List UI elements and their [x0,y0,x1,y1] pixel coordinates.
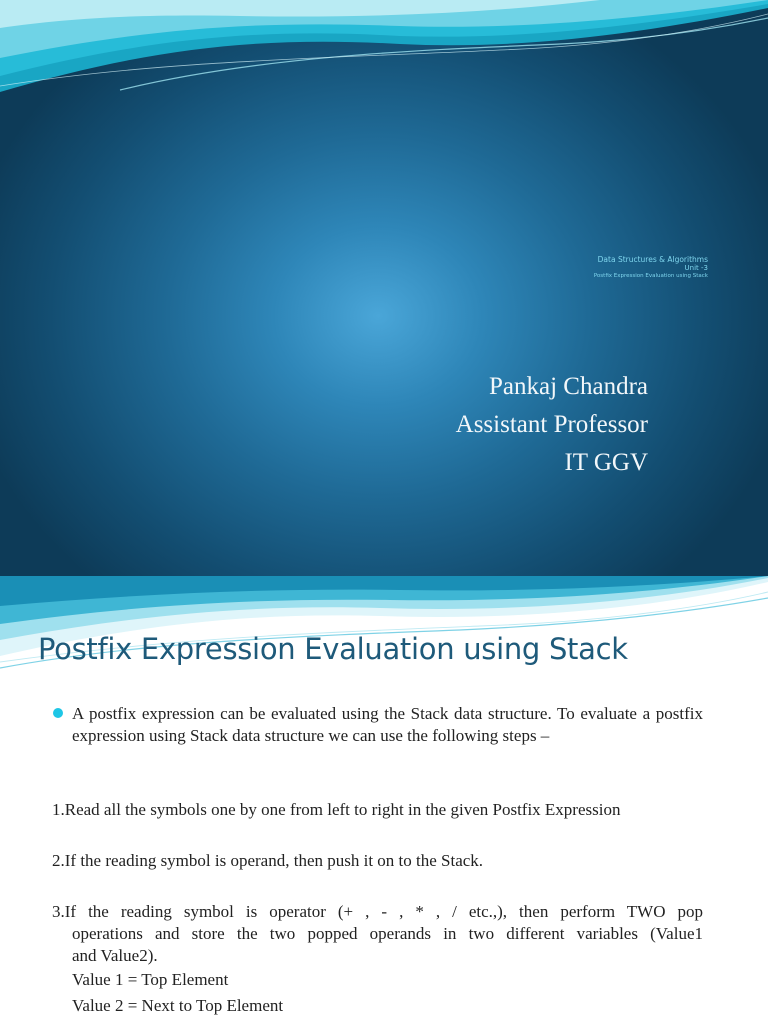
author-name: Pankaj Chandra [489,373,648,400]
step-3-line-2: operations and store the two popped operands in two different variables (Value1 [72,924,703,943]
author-dept: IT GGV [564,449,648,476]
value-1-line: Value 1 = Top Element [72,970,229,989]
author-role: Assistant Professor [455,411,648,438]
step-3-line-1: 3.If the reading symbol is operator (+ , - , * , / etc.,), then perform TWO pop [52,902,703,921]
topic-label: Postfix Expression Evaluation using Stack [593,273,708,280]
unit-label: Unit -3 [684,264,708,273]
step-3-line-3: and Value2). [72,946,158,965]
slide-title: Postfix Expression Evaluation using Stack [38,632,628,666]
step-1: 1.Read all the symbols one by one from left to right in the given Postfix Expression [52,800,621,819]
bullet-paragraph: A postfix expression can be evaluated using the Stack data structure. To evaluate a postfix expression using Stack data structure we can use the following steps – [72,704,703,745]
value-2-line: Value 2 = Next to Top Element [72,996,284,1015]
bullet-dot-icon [53,708,63,718]
top-wave-decoration [0,0,768,100]
author-block [456,368,648,482]
content-slide [0,576,768,1024]
step-2: 2.If the reading symbol is operand, then push it on to the Stack. [52,851,484,870]
slide-subtitle [408,255,708,280]
course-title: Data Structures & Algorithms [597,255,708,264]
header-wave-decoration [0,576,768,686]
step-3 [52,901,703,1019]
